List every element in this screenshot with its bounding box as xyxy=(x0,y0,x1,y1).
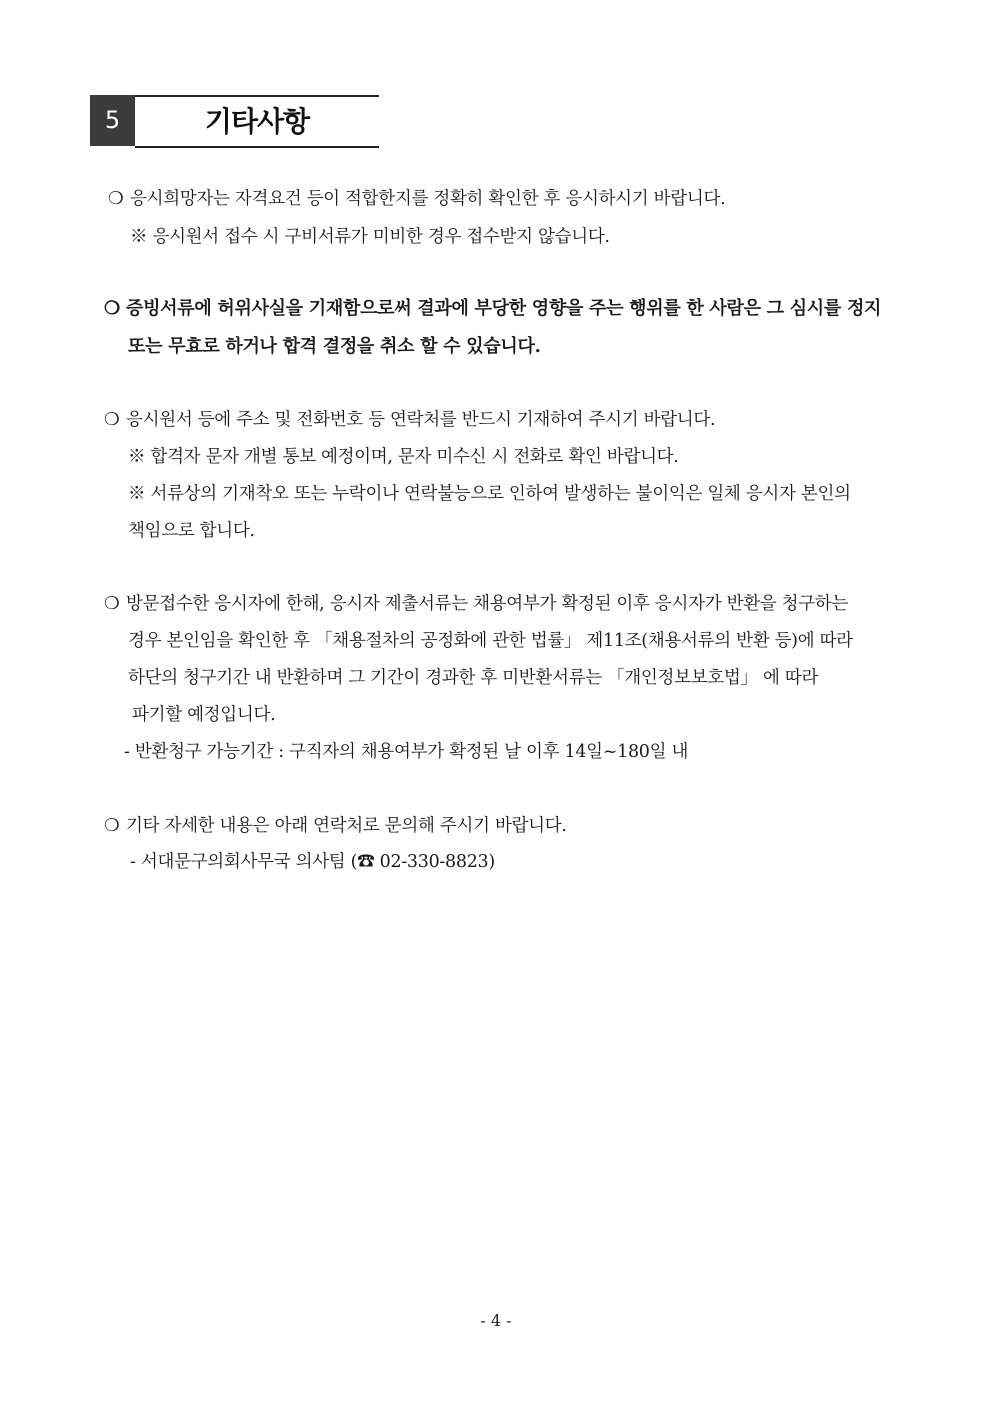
section-title-box xyxy=(135,95,379,148)
item-4-line-4: 파기할 예정입니다. xyxy=(132,705,276,725)
section-title: 기타사항 xyxy=(204,105,310,138)
item-4-line-3: 하단의 청구기간 내 반환하며 그 기간이 경과한 후 미반환서류는 「개인정보보호법」 에 따라 xyxy=(128,668,819,688)
circle-bullet-icon: ❍ xyxy=(104,594,120,614)
item-3-note-2-line-1: ※ 서류상의 기재착오 또는 누락이나 연락불능으로 인하여 발생하는 불이익은 일체 응시자 본인의 xyxy=(128,484,851,504)
item-4-line-1 xyxy=(104,592,848,616)
section-header xyxy=(90,95,380,146)
item-4-text-1: 방문접수한 응시자에 한해, 응시자 제출서류는 채용여부가 확정된 이후 응시자가 반환을 청구하는 xyxy=(126,594,849,614)
section-number: 5 xyxy=(90,95,135,146)
item-3-note-2-line-2: 책임으로 합니다. xyxy=(128,521,255,541)
item-5-sub: - 서대문구의회사무국 의사팀 (☎ 02-330-8823) xyxy=(130,852,495,872)
circle-bullet-icon: ❍ xyxy=(108,189,124,209)
item-4-sub: - 반환청구 가능기간 : 구직자의 채용여부가 확정된 날 이후 14일~180일 내 xyxy=(124,742,689,762)
item-3-note-1: ※ 합격자 문자 개별 통보 예정이며, 문자 미수신 시 전화로 확인 바랍니다. xyxy=(128,447,679,467)
item-1-text: 응시희망자는 자격요건 등이 적합한지를 정확히 확인한 후 응시하시기 바랍니다. xyxy=(130,189,726,209)
circle-bullet-icon: ❍ xyxy=(104,410,120,430)
item-3-text: 응시원서 등에 주소 및 전화번호 등 연락처를 반드시 기재하여 주시기 바랍니다. xyxy=(126,410,716,430)
item-2-text-1: 증빙서류에 허위사실을 기재함으로써 결과에 부당한 영향을 주는 행위를 한 사람은 그 심시를 정지 xyxy=(126,298,882,319)
item-1-note: ※ 응시원서 접수 시 구비서류가 미비한 경우 접수받지 않습니다. xyxy=(130,227,610,247)
item-3-main xyxy=(104,408,715,432)
item-2-line-2: 또는 무효로 하거나 합격 결정을 취소 할 수 있습니다. xyxy=(128,336,541,357)
item-4-line-2: 경우 본인임을 확인한 후 「채용절차의 공정화에 관한 법률」 제11조(채용서류의 반환 등)에 따라 xyxy=(128,631,853,651)
page-number: - 4 - xyxy=(480,1311,512,1330)
circle-bullet-icon: ❍ xyxy=(104,816,120,836)
item-1-main xyxy=(108,187,725,211)
item-2-line-1 xyxy=(104,297,881,321)
item-5-text: 기타 자세한 내용은 아래 연락처로 문의해 주시기 바랍니다. xyxy=(126,816,567,836)
item-5-main xyxy=(104,814,567,838)
circle-bullet-icon: ❍ xyxy=(104,298,120,319)
